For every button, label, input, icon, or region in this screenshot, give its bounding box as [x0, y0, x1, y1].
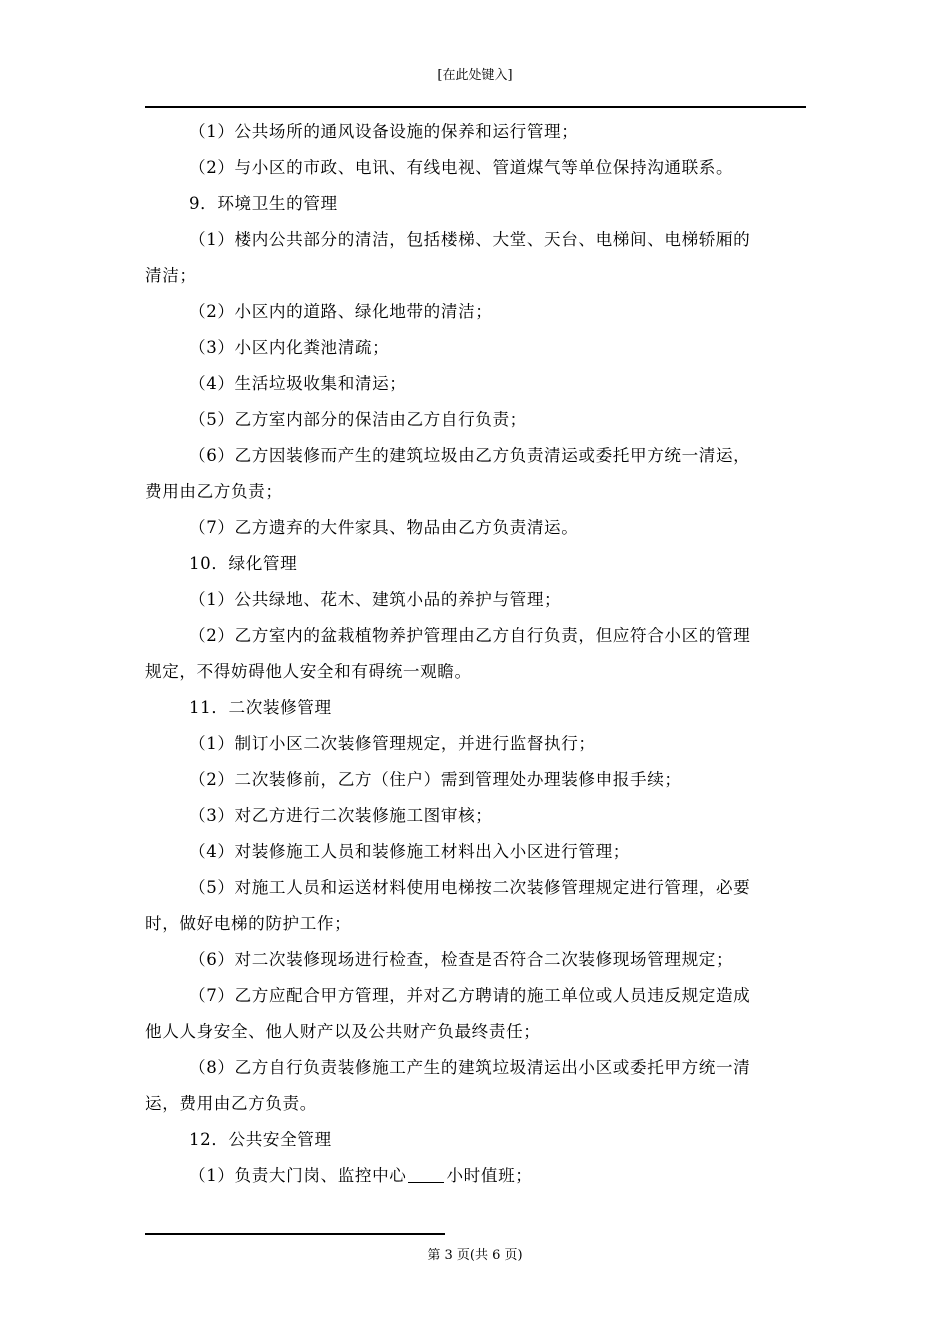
- paragraph-line: （7）乙方应配合甲方管理，并对乙方聘请的施工单位或人员违反规定造成: [189, 986, 751, 1005]
- paragraph-line: 清洁；: [145, 266, 197, 285]
- paragraph-line: [189, 1166, 532, 1186]
- paragraph-line: 费用由乙方负责；: [145, 482, 283, 501]
- paragraph-line: （2）二次装修前，乙方（住户）需到管理处办理装修申报手续；: [189, 770, 682, 789]
- paragraph-line: （1）公共场所的通风设备设施的保养和运行管理；: [189, 122, 579, 141]
- page-footer: 第 3 页(共 6 页): [427, 1248, 523, 1263]
- paragraph-line: 他人人身安全、他人财产以及公共财产负最终责任；: [145, 1022, 541, 1041]
- paragraph-line: （5）对施工人员和运送材料使用电梯按二次装修管理规定进行管理，必要: [189, 878, 751, 897]
- header-rule: [145, 106, 806, 108]
- section-heading-10: 10．绿化管理: [189, 554, 298, 573]
- paragraph-line: （4）对装修施工人员和装修施工材料出入小区进行管理；: [189, 842, 630, 861]
- paragraph-line: （1）制订小区二次装修管理规定，并进行监督执行；: [189, 734, 596, 753]
- paragraph-line: （6）乙方因装修而产生的建筑垃圾由乙方负责清运或委托甲方统一清运，: [189, 446, 751, 465]
- paragraph-line: （2）乙方室内的盆栽植物养护管理由乙方自行负责，但应符合小区的管理: [189, 626, 751, 645]
- footer-rule: [145, 1233, 445, 1235]
- paragraph-line: （4）生活垃圾收集和清运；: [189, 374, 407, 393]
- paragraph-line: （1）楼内公共部分的清洁，包括楼梯、大堂、天台、电梯间、电梯轿厢的: [189, 230, 751, 249]
- paragraph-line: （3）对乙方进行二次装修施工图审核；: [189, 806, 493, 825]
- paragraph-line: （7）乙方遗弃的大件家具、物品由乙方负责清运。: [189, 518, 579, 537]
- fill-in-blank: [408, 1168, 444, 1183]
- section-heading-11: 11．二次装修管理: [189, 698, 332, 717]
- paragraph-line: （1）公共绿地、花木、建筑小品的养护与管理；: [189, 590, 562, 609]
- line-text-before-blank: （1）负责大门岗、监控中心: [189, 1166, 407, 1185]
- paragraph-line: （3）小区内化粪池清疏；: [189, 338, 390, 357]
- paragraph-line: （6）对二次装修现场进行检查，检查是否符合二次装修现场管理规定；: [189, 950, 734, 969]
- paragraph-line: 规定，不得妨碍他人安全和有碍统一观瞻。: [145, 662, 472, 681]
- paragraph-line: 运，费用由乙方负责。: [145, 1094, 317, 1113]
- section-heading-12: 12．公共安全管理: [189, 1130, 332, 1149]
- page-header: [在此处键入]: [437, 68, 513, 83]
- paragraph-line: 时，做好电梯的防护工作；: [145, 914, 352, 933]
- section-heading-9: 9．环境卫生的管理: [189, 194, 338, 213]
- paragraph-line: （5）乙方室内部分的保洁由乙方自行负责；: [189, 410, 527, 429]
- line-text-after-blank: 小时值班；: [446, 1166, 533, 1185]
- paragraph-line: （2）与小区的市政、电讯、有线电视、管道煤气等单位保持沟通联系。: [189, 158, 734, 177]
- paragraph-line: （8）乙方自行负责装修施工产生的建筑垃圾清运出小区或委托甲方统一清: [189, 1058, 751, 1077]
- paragraph-line: （2）小区内的道路、绿化地带的清洁；: [189, 302, 493, 321]
